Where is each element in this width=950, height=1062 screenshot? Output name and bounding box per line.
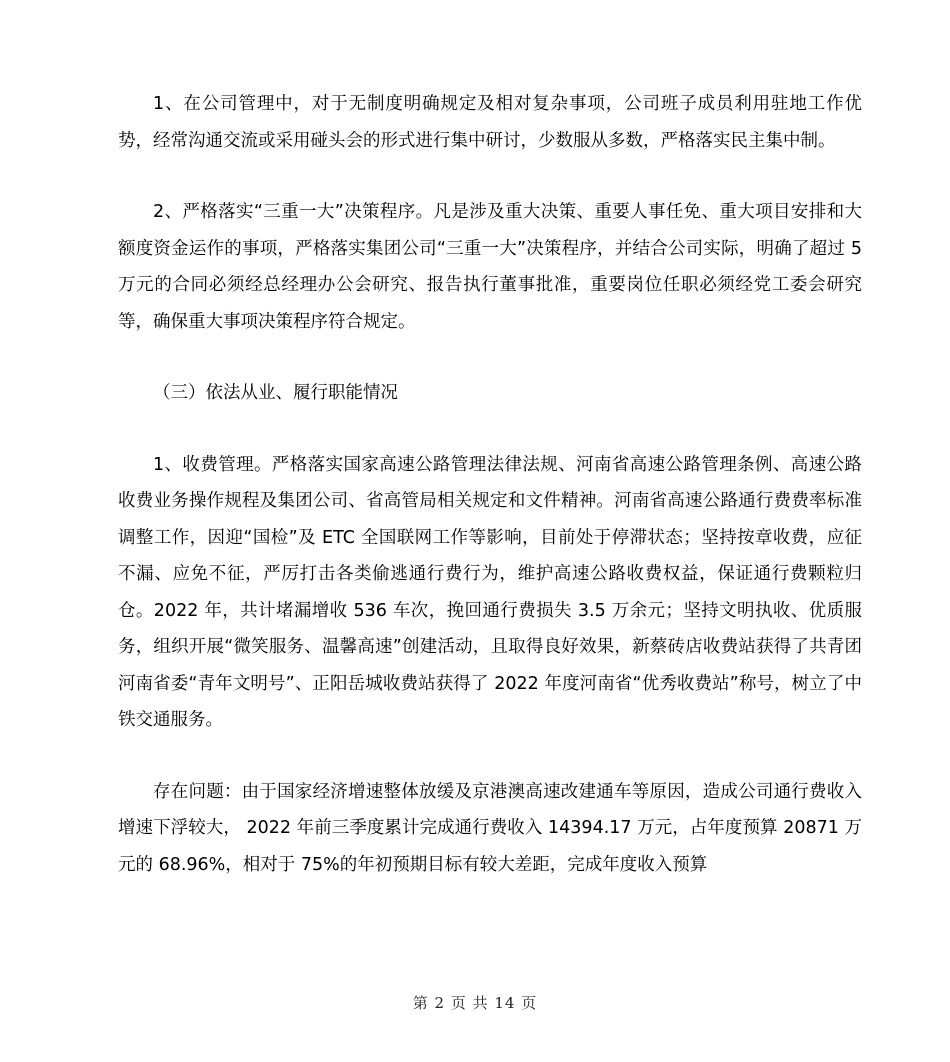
paragraph-existing-problems: 存在问题：由于国家经济增速整体放缓及京港澳高速改建通车等原因，造成公司通行费收入增速下浮较大， 2022 年前三季度累计完成通行费收入 14394.17 万元，占年度预算 20871 万元的 68.96%，相对于 75%的年初预期目标有较大差距，完成年度收入预算 bbox=[118, 781, 862, 875]
section-heading: （三）依法从业、履行职能情况 bbox=[153, 383, 398, 403]
paragraph-three-major-one-large: 2、严格落实“三重一大”决策程序。凡是涉及重大决策、重要人事任免、重大项目安排和大额度资金运作的事项，严格落实集团公司“三重一大”决策程序，并结合公司实际，明确了超过 5 万元的合同必须经总经理办公会研究、报告执行董事批准，重要岗位任职必须经党工委会研究等，确保重大事项决策程序符合规定。 bbox=[118, 202, 862, 332]
paragraph-democratic-centralism: 1、在公司管理中，对于无制度明确规定及相对复杂事项，公司班子成员利用驻地工作优势，经常沟通交流或采用碰头会的形式进行集中研讨，少数服从多数，严格落实民主集中制。 bbox=[118, 94, 862, 151]
paragraph-toll-management: 1、收费管理。严格落实国家高速公路管理法律法规、河南省高速公路管理条例、高速公路收费业务操作规程及集团公司、省高管局相关规定和文件精神。河南省高速公路通行费费率标准调整工作，因迎“国检”及 ETC 全国联网工作等影响，目前处于停滞状态；坚持按章收费，应征不漏、应免不征，严厉打击各类偷逃通行费行为，维护高速公路收费权益，保证通行费颗粒归仓。2022 年，共计堵漏增收 536 车次，挽回通行费损失 3.5 万余元；坚持文明执收、优质服务，组织开展“微笑服务、温馨高速”创建活动，且取得良好效果，新蔡砖店收费站获得了共青团河南省委“青年文明号”、正阳岳城收费站获得了 2022 年度河南省“优秀收费站”称号，树立了中铁交通服务。 bbox=[118, 454, 862, 730]
page-footer: 第 2 页 共 14 页 bbox=[412, 994, 538, 1012]
document-body bbox=[118, 86, 862, 883]
